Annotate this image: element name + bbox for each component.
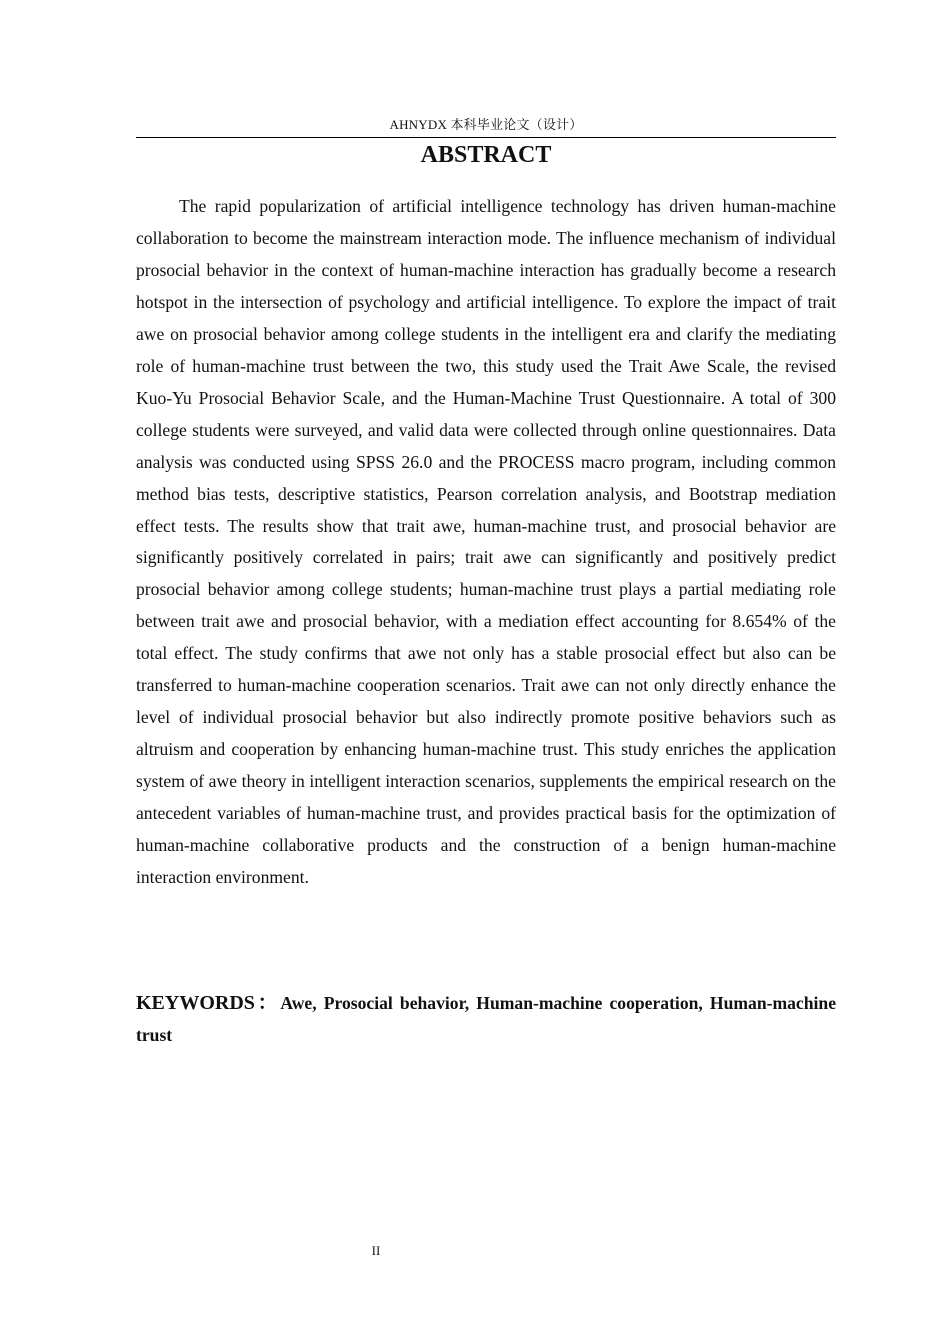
header-divider (136, 137, 836, 138)
abstract-title: ABSTRACT (420, 142, 552, 168)
page-number: II (371, 1243, 381, 1258)
keywords-list: Awe, Prosocial behavior, Human-machine cooperation, Human-machine trust (136, 993, 836, 1045)
keywords-section (136, 988, 836, 1052)
abstract-body: The rapid popularization of artificial intelligence technology has driven human-machine collaboration to become the mainstream interaction mode. The influence mechanism of individual prosocial behavior in the context of human-machine interaction has gradually become a research hotspot in the intersection of psychology and artificial intelligence. To explore the impact of trait awe on prosocial behavior among college students in the intelligent era and clarify the mediating role of human-machine trust between the two, this study used the Trait Awe Scale, the revised Kuo-Yu Prosocial Behavior Scale, and the Human-Machine Trust Questionnaire. A total of 300 college students were surveyed, and valid data were collected through online questionnaires. Data analysis was conducted using SPSS 26.0 and the PROCESS macro program, including common method bias tests, descriptive statistics, Pearson correlation analysis, and Bootstrap mediation effect tests. The results show that trait awe, human-machine trust, and prosocial behavior are significantly positively correlated in pairs; trait awe can significantly and positively predict prosocial behavior among college students; human-machine trust plays a partial mediating role between trait awe and prosocial behavior, with a mediation effect accounting for 8.654% of the total effect. The study confirms that awe not only has a stable prosocial effect but also can be transferred to human-machine cooperation scenarios. Trait awe can not only directly enhance the level of individual prosocial behavior but also indirectly promote positive behaviors such as altruism and cooperation by enhancing human-machine trust. This study enriches the application system of awe theory in intelligent interaction scenarios, supplements the empirical research on the antecedent variables of human-machine trust, and provides practical basis for the optimization of human-machine collaborative products and the construction of a benign human-machine interaction environment. (136, 196, 836, 888)
keywords-label: KEYWORDS： (136, 992, 281, 1014)
running-header: AHNYDX 本科毕业论文（设计） (389, 117, 583, 132)
